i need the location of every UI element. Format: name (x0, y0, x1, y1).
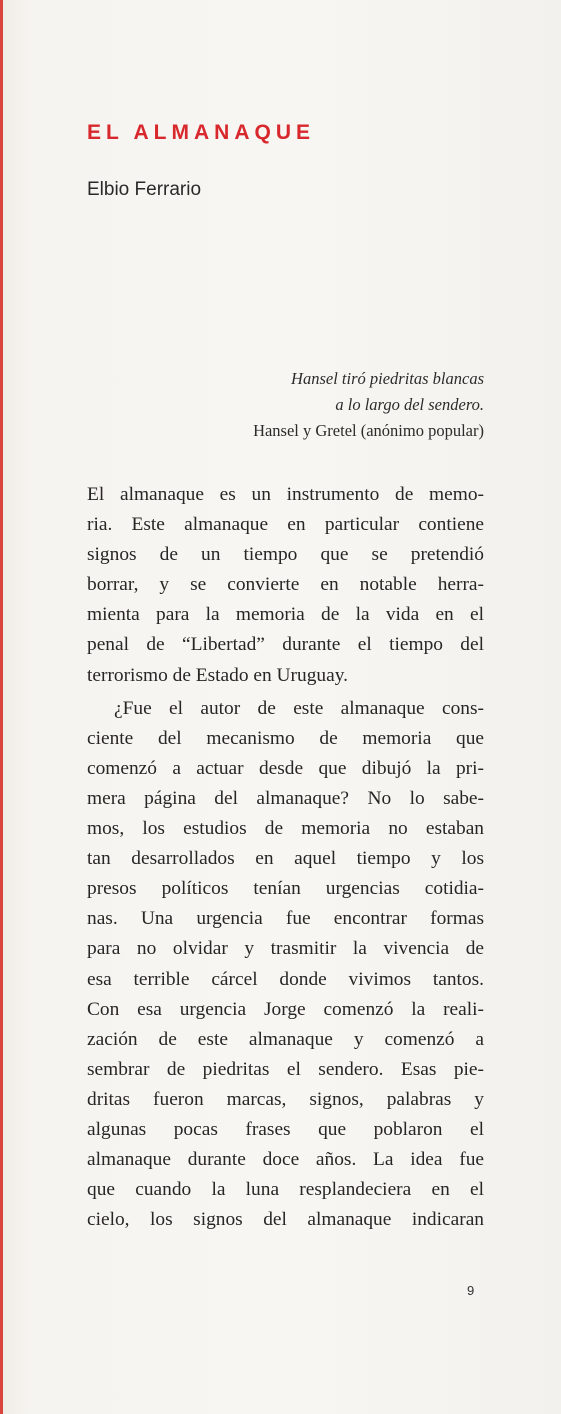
text-line: mienta para la memoria de la vida en el (87, 604, 484, 626)
text-line: signos de un tiempo que se pretendió (87, 544, 484, 566)
text-line: almanaque durante doce años. La idea fue (87, 1149, 484, 1171)
text-line: sembrar de piedritas el sendero. Esas pie- (87, 1058, 484, 1080)
text-line: terrorismo de Estado en Uruguay. (87, 664, 348, 686)
text-line: comenzó a actuar desde que dibujó la pri- (87, 757, 484, 779)
page-number: 9 (467, 1283, 475, 1298)
text-line: El almanaque es un instrumento de memo- (87, 484, 484, 505)
page-edge-red (0, 0, 3, 1414)
text-line: ¿Fue el autor de este almanaque cons- (114, 697, 484, 719)
text-line: que cuando la luna resplandeciera en el (87, 1179, 484, 1201)
body-text (87, 480, 484, 1235)
text-line: mera página del almanaque? No lo sabe- (87, 787, 484, 809)
text-line: zación de este almanaque y comenzó a (87, 1028, 484, 1050)
epigraph (253, 366, 484, 444)
paragraph-1 (87, 480, 484, 691)
text-line: borrar, y se convierte en notable herra- (87, 574, 484, 596)
text-line: esa terrible cárcel donde vivimos tantos. (87, 968, 484, 990)
text-line: Con esa urgencia Jorge comenzó la reali- (87, 998, 484, 1020)
chapter-title: EL ALMANAQUE (87, 121, 315, 144)
text-line: presos políticos tenían urgencias cotidia- (87, 878, 484, 900)
text-line: penal de “Libertad” durante el tiempo del (87, 634, 484, 656)
text-line: tan desarrollados en aquel tiempo y los (87, 848, 484, 870)
text-line: mos, los estudios de memoria no estaban (87, 818, 484, 840)
epigraph-quote-line-2: a lo largo del sendero. (335, 395, 484, 414)
epigraph-attribution: Hansel y Gretel (anónimo popular) (253, 421, 484, 440)
text-line: cielo, los signos del almanaque indicaran (87, 1209, 484, 1231)
text-line: ciente del mecanismo de memoria que (87, 727, 484, 749)
text-line: dritas fueron marcas, signos, palabras y (87, 1088, 484, 1110)
text-line: algunas pocas frases que poblaron el (87, 1118, 484, 1140)
author-name: Elbio Ferrario (87, 179, 202, 200)
epigraph-quote-line-1: Hansel tiró piedritas blancas (291, 369, 484, 388)
text-line: para no olvidar y trasmitir la vivencia de (87, 938, 484, 960)
text-line: nas. Una urgencia fue encontrar formas (87, 908, 484, 930)
text-line: ria. Este almanaque en particular contiene (87, 514, 484, 536)
paragraph-2 (87, 694, 484, 1236)
